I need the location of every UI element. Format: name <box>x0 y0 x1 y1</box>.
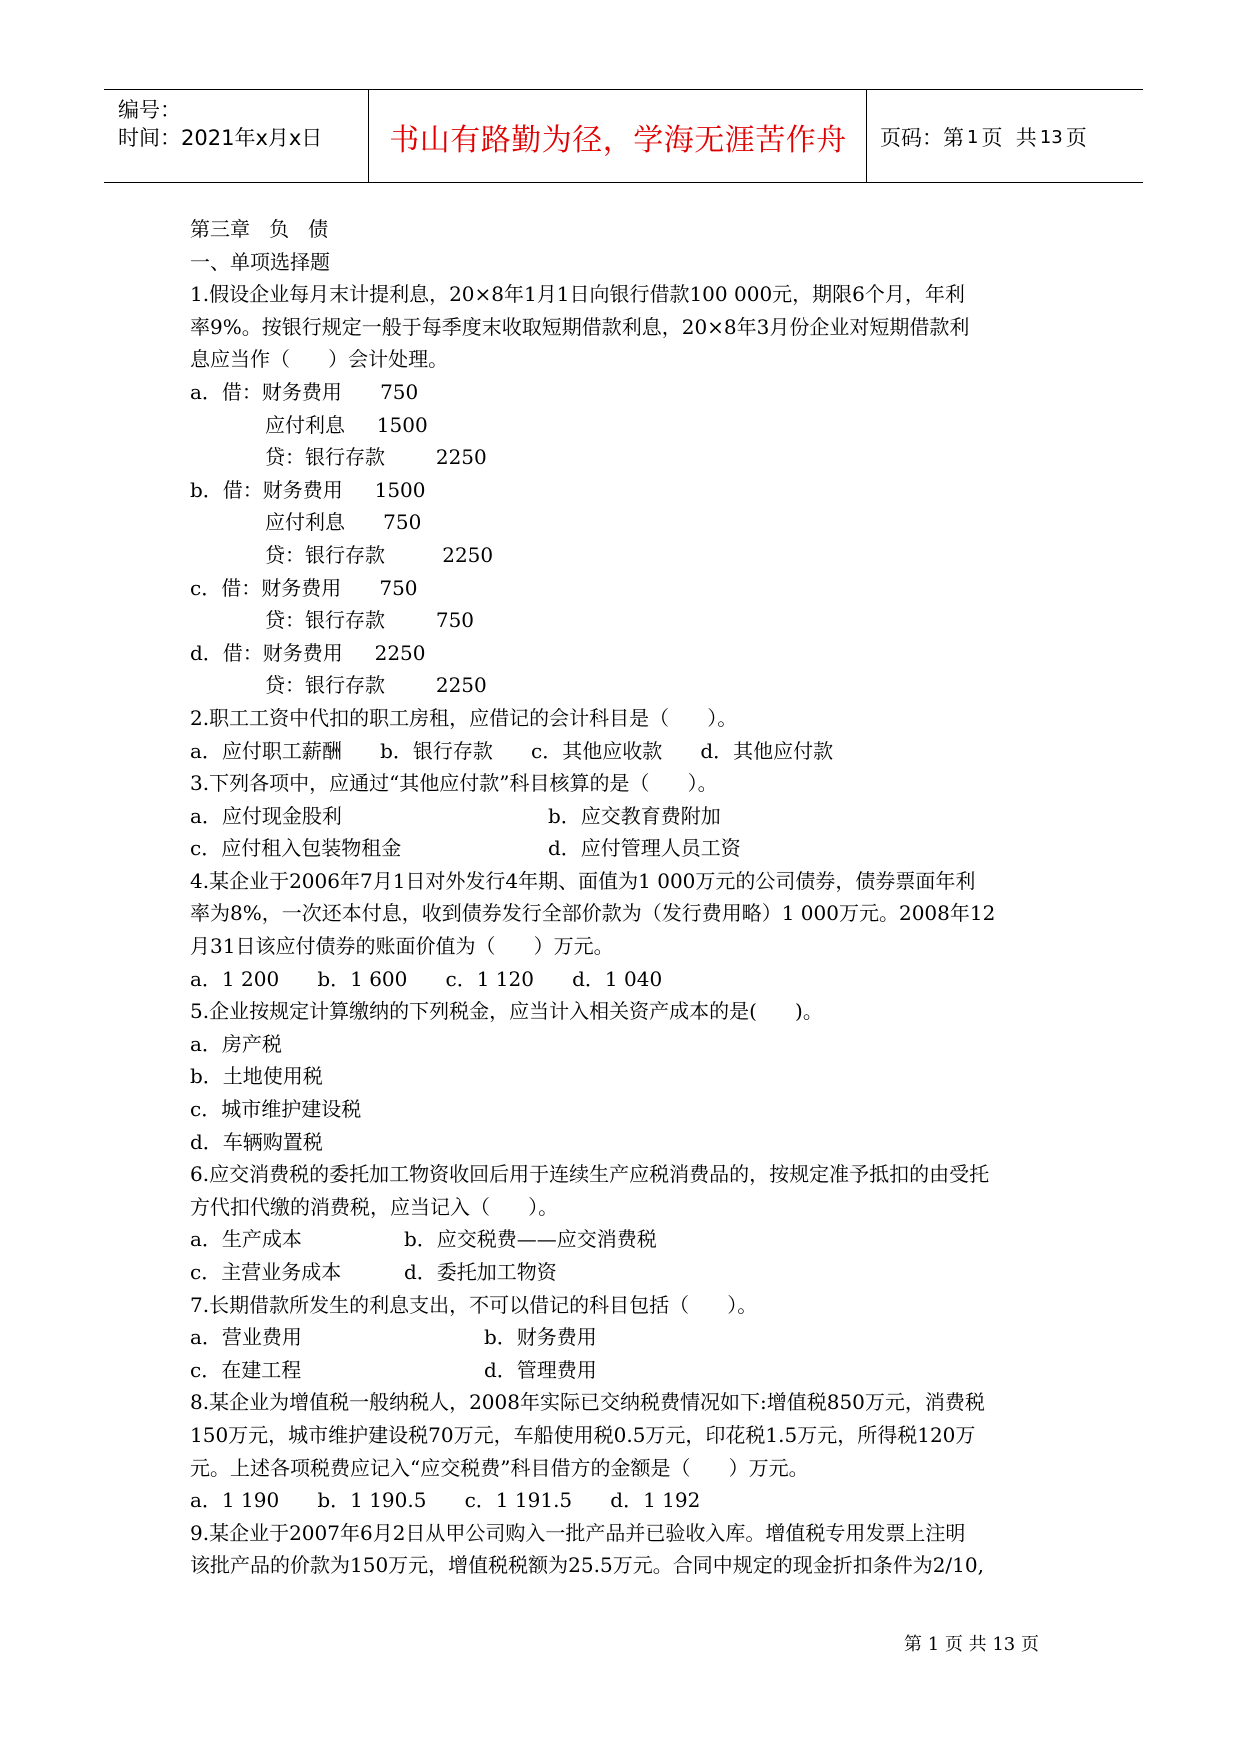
question-1-line: 率9%。按银行规定一般于每季度末收取短期借款利息，20×8年3月份企业对短期借款利 <box>190 314 970 339</box>
option-b: b．财务费用 <box>484 1325 597 1350</box>
option-line: c．城市维护建设税 <box>190 1097 362 1122</box>
page-number: 1 <box>967 126 979 148</box>
header-page-info <box>880 90 1087 184</box>
question-9-line: 9.某企业于2007年6月2日从甲公司购入一批产品并已验收入库。增值税专用发票上注明 <box>190 1520 966 1545</box>
question-4-line: 率为8%，一次还本付息，收到债券发行全部价款为（发行费用略）1 000万元。2008年12 <box>190 901 996 926</box>
option-line: 贷：银行存款 2250 <box>265 542 494 567</box>
option-line: a．房产税 <box>190 1031 282 1056</box>
option-row <box>190 832 1070 865</box>
question-4-line: 4.某企业于2006年7月1日对外发行4年期、面值为1 000万元的公司债券，债券票面年利 <box>190 868 976 893</box>
chapter-title: 第三章 负 债 <box>190 217 329 241</box>
option-line: 应付利息 750 <box>265 510 422 535</box>
time-label: 时间：2021年x月x日 <box>118 126 323 150</box>
option-line: 贷：银行存款 2250 <box>265 445 487 470</box>
page-total: 13 <box>1039 126 1063 148</box>
option-a: a．应付现金股利 <box>190 803 342 828</box>
question-2-line: 2.职工工资中代扣的职工房租，应借记的会计科目是（ ）。 <box>190 705 738 730</box>
section-title: 一、单项选择题 <box>190 249 330 274</box>
header-motto: 书山有路勤为径，学海无涯苦作舟 <box>389 123 847 158</box>
header-divider <box>866 90 867 182</box>
option-line: d．借：财务费用 2250 <box>190 640 426 665</box>
question-5-line: 5.企业按规定计算缴纳的下列税金，应当计入相关资产成本的是( )。 <box>190 999 823 1024</box>
header-info <box>118 96 322 152</box>
option-a: a．生产成本 <box>190 1227 302 1252</box>
option-line: d．车辆购置税 <box>190 1129 323 1154</box>
page-prefix: 页码：第 <box>880 126 964 150</box>
option-line: c．借：财务费用 750 <box>190 575 418 600</box>
option-row <box>190 1321 1070 1354</box>
page-suffix: 页 <box>1065 126 1087 150</box>
document-body <box>190 213 1070 1582</box>
question-6-line: 方代扣代缴的消费税，应当记入（ ）。 <box>190 1194 559 1219</box>
option-line: b．土地使用税 <box>190 1064 323 1089</box>
page-mid: 页 共 <box>981 126 1037 150</box>
option-row <box>190 1256 1070 1289</box>
option-d: d．管理费用 <box>484 1357 597 1382</box>
question-1-line: 1.假设企业每月末计提利息，20×8年1月1日向银行借款100 000元，期限6个月，年利 <box>190 282 965 307</box>
option-a: a．营业费用 <box>190 1325 302 1350</box>
option-c: c．在建工程 <box>190 1357 302 1382</box>
option-row <box>190 1223 1070 1256</box>
page-footer: 第 1 页 共 13 页 <box>904 1634 1039 1655</box>
option-line: a．1 200 b．1 600 c．1 120 d．1 040 <box>190 966 663 991</box>
option-row <box>190 800 1070 833</box>
question-7-line: 7.长期借款所发生的利息支出，不可以借记的科目包括（ ）。 <box>190 1292 758 1317</box>
option-line: 贷：银行存款 2250 <box>265 673 487 698</box>
option-d: d．委托加工物资 <box>404 1260 557 1284</box>
option-c: c．主营业务成本 <box>190 1260 342 1284</box>
header-table <box>104 89 1143 183</box>
question-8-line: 元。上述各项税费应记入“应交税费”科目借方的金额是（ ）万元。 <box>190 1455 809 1480</box>
question-3-line: 3.下列各项中，应通过“其他应付款”科目核算的是（ ）。 <box>190 771 718 796</box>
option-line: 应付利息 1500 <box>265 412 428 437</box>
option-line: a．1 190 b．1 190.5 c．1 191.5 d．1 192 <box>190 1488 701 1513</box>
option-line: a．应付职工薪酬 b．银行存款 c．其他应收款 d．其他应付款 <box>190 738 834 763</box>
option-b: b．应交教育费附加 <box>548 803 721 828</box>
option-c: c．应付租入包装物租金 <box>190 836 402 861</box>
option-b: b．应交税费——应交消费税 <box>404 1227 657 1252</box>
question-6-line: 6.应交消费税的委托加工物资收回后用于连续生产应税消费品的，按规定准予抵扣的由受托 <box>190 1162 990 1187</box>
question-1-line: 息应当作（ ）会计处理。 <box>190 347 449 372</box>
header-divider <box>368 90 369 182</box>
number-label: 编号： <box>118 98 181 122</box>
option-line: a．借：财务费用 750 <box>190 379 419 404</box>
option-row <box>190 1354 1070 1387</box>
question-4-line: 月31日该应付债券的账面价值为（ ）万元。 <box>190 934 614 959</box>
question-8-line: 150万元，城市维护建设税70万元，车船使用税0.5万元，印花税1.5万元，所得税120万 <box>190 1422 976 1447</box>
question-9-line: 该批产品的价款为150万元，增值税税额为25.5万元。合同中规定的现金折扣条件为2/10, <box>190 1553 984 1578</box>
option-line: b．借：财务费用 1500 <box>190 477 426 502</box>
question-8-line: 8.某企业为增值税一般纳税人，2008年实际已交纳税费情况如下:增值税850万元，消费税 <box>190 1390 985 1415</box>
option-d: d．应付管理人员工资 <box>548 836 741 861</box>
option-line: 贷：银行存款 750 <box>265 608 475 633</box>
